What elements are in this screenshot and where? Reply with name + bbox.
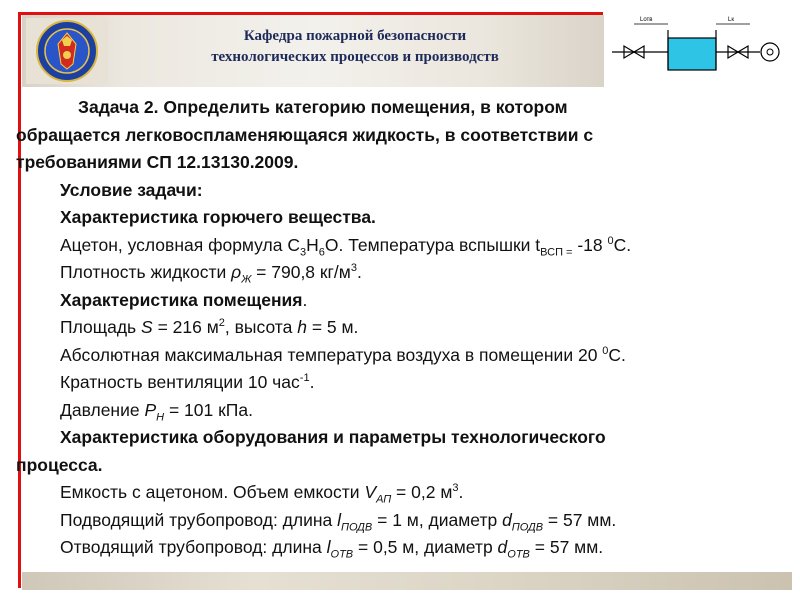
diagram-label-right: Lк <box>728 17 734 23</box>
inlet-pipe-line: Подводящий трубопровод: длина $l_{ПОДВ} = 1$ м, диаметр $d_{ПОДВ} = 57$ мм. <box>60 509 617 533</box>
room-heading: Характеристика помещения. <box>60 289 308 310</box>
density-line: Плотность жидкости $\rho_Ж = 790,8$ $кг/м^3$. <box>60 262 362 286</box>
department-line-1: Кафедра пожарной безопасности <box>243 28 467 44</box>
vessel-pipeline-diagram <box>610 10 792 82</box>
university-emblem-logo <box>26 18 108 84</box>
task-title-line-1: Задача 2. Определить категорию помещения, в котором <box>78 97 568 117</box>
department-title <box>110 26 600 68</box>
substance-heading: Характеристика горючего вещества. <box>60 207 376 227</box>
temperature-line: Абсолютная максимальная температура воздуха в помещении 20 $^0$С. <box>60 344 626 365</box>
area-line: Площадь S = 216 $м^2$, высота h = 5 м. <box>60 317 359 337</box>
department-line-2: технологических процессов и производств <box>211 49 499 65</box>
task-content <box>16 94 790 562</box>
diagram-label-left: Lотв <box>640 17 653 23</box>
vessel-line: Емкость с ацетоном. Объем емкости $V_{АП} = 0,2$ $м^3$. <box>60 482 464 506</box>
outlet-pipe-line: Отводящий трубопровод: длина $l_{ОТВ} = 0,5$ м, диаметр $d_{ОТВ} = 57$ мм. <box>60 537 604 561</box>
equipment-heading-line-2: процесса. <box>16 454 103 475</box>
red-rule-horizontal <box>18 12 603 15</box>
task-title-line-2: обращается легковоспламеняющаяся жидкость, в соответствии с <box>16 124 594 145</box>
ventilation-line: Кратность вентиляции 10 час$^{-1}$. <box>60 372 315 392</box>
pressure-line: Давление $P_Н = 101$ кПа. <box>60 399 253 423</box>
acetone-line: Ацетон, условная формула $С_3Н_6О$. Температура вспышки $t_{ВСП =}$ -18 $^0$С. <box>60 234 632 258</box>
task-title-line-3: требованиями СП 12.13130.2009. <box>16 152 299 172</box>
footer-band <box>22 572 792 590</box>
condition-heading: Условие задачи: <box>60 179 203 200</box>
equipment-heading-line-1: Характеристика оборудования и параметры технологического <box>60 427 606 447</box>
